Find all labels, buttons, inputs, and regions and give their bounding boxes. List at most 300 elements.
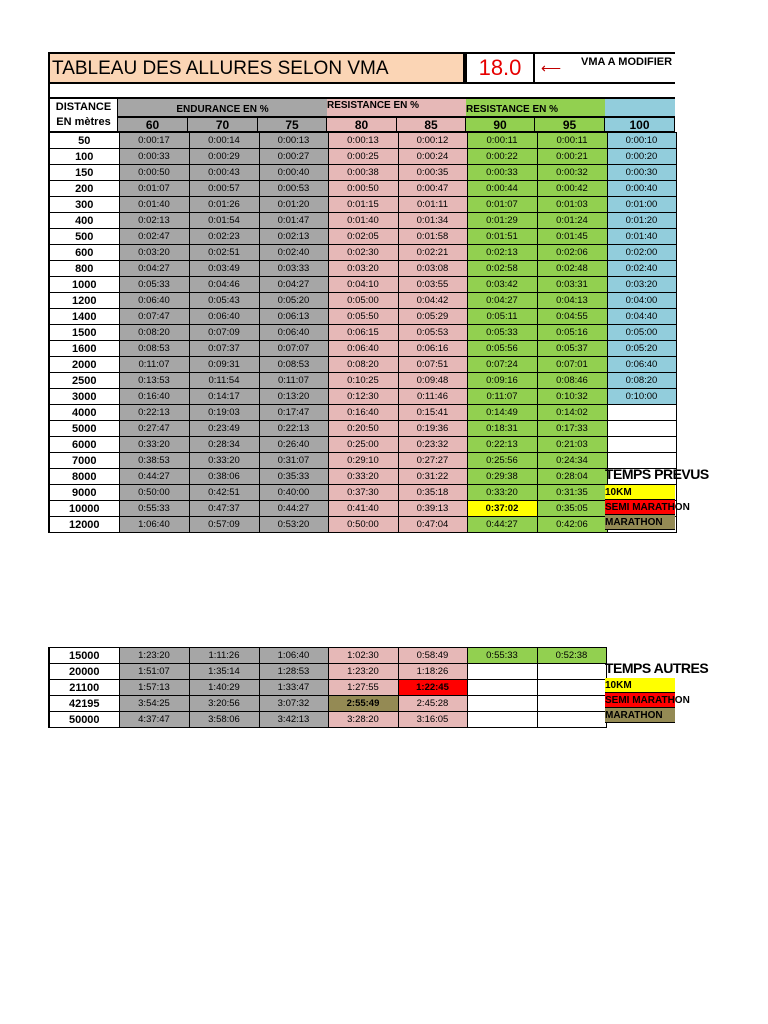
pace-cell: 0:00:13 — [328, 133, 398, 149]
pace-cell — [607, 405, 676, 421]
page-title: TABLEAU DES ALLURES SELON VMA — [52, 58, 389, 79]
pace-cell: 0:31:07 — [259, 453, 328, 469]
pace-cell: 0:00:20 — [607, 149, 676, 165]
pace-cell: 0:19:36 — [398, 421, 467, 437]
pace-cell: 0:15:41 — [398, 405, 467, 421]
pace-cell: 0:18:31 — [467, 421, 537, 437]
pace-cell: 0:21:03 — [537, 437, 607, 453]
pace-cell: 0:39:13 — [398, 501, 467, 517]
pace-cell: 1:22:45 — [398, 680, 467, 696]
pace-cell: 0:11:54 — [189, 373, 259, 389]
pace-cell: 0:17:33 — [537, 421, 607, 437]
pace-cell: 0:00:29 — [189, 149, 259, 165]
group-header-resistance-2-label: RESISTANCE EN % — [466, 104, 559, 115]
pace-cell: 0:11:07 — [259, 373, 328, 389]
pace-cell: 0:11:07 — [119, 357, 189, 373]
pace-cell: 0:14:17 — [189, 389, 259, 405]
pace-cell: 1:33:47 — [259, 680, 328, 696]
pace-cell: 0:01:07 — [467, 197, 537, 213]
pace-cell — [537, 680, 606, 696]
pace-cell: 0:06:15 — [328, 325, 398, 341]
pace-cell: 0:31:22 — [398, 469, 467, 485]
table-row — [49, 149, 676, 165]
pace-cell: 0:01:40 — [607, 229, 676, 245]
pace-cell: 0:29:38 — [467, 469, 537, 485]
pace-cell — [467, 664, 537, 680]
pace-cell: 0:44:27 — [259, 501, 328, 517]
pace-cell: 0:27:27 — [398, 453, 467, 469]
table-row — [49, 293, 676, 309]
distance-cell: 6000 — [49, 437, 119, 453]
distance-cell: 50 — [49, 133, 119, 149]
pace-cell: 3:28:20 — [328, 712, 398, 728]
pace-cell: 0:03:33 — [259, 261, 328, 277]
table-row — [49, 213, 676, 229]
table-row — [49, 405, 676, 421]
pace-cell — [467, 696, 537, 712]
distance-cell: 150 — [49, 165, 119, 181]
pace-cell — [467, 712, 537, 728]
table-row — [49, 325, 676, 341]
distance-cell: 600 — [49, 245, 119, 261]
pace-cell: 0:05:16 — [537, 325, 607, 341]
pace-cell: 0:07:01 — [537, 357, 607, 373]
pace-cell: 0:24:34 — [537, 453, 607, 469]
pace-cell: 0:47:04 — [398, 517, 467, 533]
pace-cell: 0:02:00 — [607, 245, 676, 261]
pace-cell: 0:05:20 — [607, 341, 676, 357]
pace-cell: 0:22:13 — [259, 421, 328, 437]
distance-cell: 21100 — [49, 680, 119, 696]
pace-cell: 0:08:20 — [328, 357, 398, 373]
distance-cell: 400 — [49, 213, 119, 229]
pace-cell: 0:05:56 — [467, 341, 537, 357]
pace-cell: 1:51:07 — [119, 664, 189, 680]
pace-cell: 0:05:00 — [328, 293, 398, 309]
pace-cell: 0:28:04 — [537, 469, 607, 485]
pace-cell: 0:12:30 — [328, 389, 398, 405]
pace-cell: 1:06:40 — [119, 517, 189, 533]
pace-cell: 0:00:27 — [259, 149, 328, 165]
pace-cell: 0:44:27 — [119, 469, 189, 485]
pace-cell: 0:38:06 — [189, 469, 259, 485]
distance-cell: 100 — [49, 149, 119, 165]
pace-cell: 0:04:27 — [467, 293, 537, 309]
pace-cell: 0:02:06 — [537, 245, 607, 261]
distance-cell: 15000 — [49, 648, 119, 664]
pace-cell: 0:11:46 — [398, 389, 467, 405]
pace-cell: 0:05:37 — [537, 341, 607, 357]
distance-header — [48, 99, 118, 132]
table-row — [49, 357, 676, 373]
pace-cell — [607, 421, 676, 437]
pace-cell: 0:37:02 — [467, 501, 537, 517]
pace-cell: 0:02:40 — [259, 245, 328, 261]
pace-cell: 0:02:13 — [467, 245, 537, 261]
distance-cell: 20000 — [49, 664, 119, 680]
pace-cell: 0:42:51 — [189, 485, 259, 501]
pace-cell: 0:00:33 — [119, 149, 189, 165]
percent-header: 75 — [258, 116, 327, 132]
pace-cell: 0:03:42 — [467, 277, 537, 293]
table-row — [49, 485, 676, 501]
table-row — [49, 437, 676, 453]
pace-cell: 0:02:13 — [259, 229, 328, 245]
table-row — [49, 712, 606, 728]
side-marathon: MARATHON — [605, 515, 675, 530]
vma-note-cell — [535, 52, 675, 84]
pace-cell: 0:01:58 — [398, 229, 467, 245]
pace-cell: 0:04:55 — [537, 309, 607, 325]
pace-cell: 0:03:08 — [398, 261, 467, 277]
pace-cell: 0:09:48 — [398, 373, 467, 389]
pace-cell: 0:10:25 — [328, 373, 398, 389]
pace-cell: 0:53:20 — [259, 517, 328, 533]
side-title-prevus: TEMPS PREVUS — [605, 466, 709, 482]
vma-note: VMA A MODIFIER — [581, 56, 673, 68]
pace-cell: 0:13:20 — [259, 389, 328, 405]
pace-cell: 0:00:22 — [467, 149, 537, 165]
group-header-endurance-label: ENDURANCE EN % — [176, 104, 269, 115]
pace-cell: 0:41:40 — [328, 501, 398, 517]
pace-cell: 0:01:26 — [189, 197, 259, 213]
side-10km: 10KM — [605, 485, 675, 500]
pace-cell — [537, 696, 606, 712]
pace-cell: 0:01:15 — [328, 197, 398, 213]
pace-cell: 0:25:56 — [467, 453, 537, 469]
distance-cell: 4000 — [49, 405, 119, 421]
pace-cell: 0:05:20 — [259, 293, 328, 309]
pace-cell: 0:00:53 — [259, 181, 328, 197]
pace-cell: 0:09:16 — [467, 373, 537, 389]
pace-cell: 1:02:30 — [328, 648, 398, 664]
pace-cell: 0:28:34 — [189, 437, 259, 453]
pace-cell: 0:02:40 — [607, 261, 676, 277]
group-header-resistance-1 — [327, 99, 466, 116]
pace-cell: 0:01:29 — [467, 213, 537, 229]
pace-cell: 0:01:54 — [189, 213, 259, 229]
pace-cell: 0:03:20 — [119, 245, 189, 261]
pace-cell: 0:02:51 — [189, 245, 259, 261]
pace-cell: 0:10:32 — [537, 389, 607, 405]
pace-cell: 0:35:33 — [259, 469, 328, 485]
pace-cell: 0:55:33 — [467, 648, 537, 664]
pace-cell: 0:00:40 — [259, 165, 328, 181]
pace-cell: 0:09:31 — [189, 357, 259, 373]
table-row — [49, 469, 676, 485]
pace-cell: 0:08:53 — [119, 341, 189, 357]
pace-table — [48, 132, 709, 533]
pace-cell: 0:20:50 — [328, 421, 398, 437]
table-row — [49, 309, 676, 325]
pace-cell: 0:19:03 — [189, 405, 259, 421]
table-row — [49, 501, 676, 517]
table-row — [49, 373, 676, 389]
percent-header: 100 — [605, 116, 675, 132]
pace-cell: 1:23:20 — [119, 648, 189, 664]
pace-cell: 0:00:38 — [328, 165, 398, 181]
table-row — [49, 696, 606, 712]
pace-cell: 0:00:12 — [398, 133, 467, 149]
pace-cell: 0:07:24 — [467, 357, 537, 373]
pace-cell: 0:08:53 — [259, 357, 328, 373]
pace-cell: 0:08:46 — [537, 373, 607, 389]
pace-cell: 0:00:10 — [607, 133, 676, 149]
pace-cell: 0:00:42 — [537, 181, 607, 197]
pace-cell: 0:04:13 — [537, 293, 607, 309]
pace-cell: 0:02:21 — [398, 245, 467, 261]
pace-cell: 0:01:47 — [259, 213, 328, 229]
pace-cell: 0:27:47 — [119, 421, 189, 437]
pace-cell: 0:33:20 — [189, 453, 259, 469]
group-header-100 — [605, 99, 675, 116]
pace-cell: 0:01:34 — [398, 213, 467, 229]
pace-cell: 0:04:40 — [607, 309, 676, 325]
pace-cell: 0:00:17 — [119, 133, 189, 149]
table-row — [49, 517, 676, 533]
pace-cell: 0:06:40 — [259, 325, 328, 341]
pace-cell: 0:42:06 — [537, 517, 607, 533]
pace-cell: 0:01:40 — [119, 197, 189, 213]
pace-cell: 0:40:00 — [259, 485, 328, 501]
table-row — [49, 389, 676, 405]
table-row — [49, 181, 676, 197]
pace-cell: 0:02:48 — [537, 261, 607, 277]
distance-cell: 3000 — [49, 389, 119, 405]
pace-cell: 0:05:33 — [119, 277, 189, 293]
pace-cell: 0:58:49 — [398, 648, 467, 664]
group-header-resistance-2 — [466, 99, 605, 116]
pace-cell: 0:13:53 — [119, 373, 189, 389]
distance-cell: 500 — [49, 229, 119, 245]
pace-cell: 0:50:00 — [328, 517, 398, 533]
distance-cell: 9000 — [49, 485, 119, 501]
pace-cell: 0:17:47 — [259, 405, 328, 421]
pace-cell: 0:02:05 — [328, 229, 398, 245]
pace-cell: 1:23:20 — [328, 664, 398, 680]
side2-semi: SEMI MARATHON — [605, 695, 690, 706]
pace-cell: 0:33:20 — [467, 485, 537, 501]
pace-cell: 0:03:49 — [189, 261, 259, 277]
table-row — [49, 229, 676, 245]
table-row — [49, 648, 606, 664]
side2-marathon: MARATHON — [605, 708, 675, 723]
distance-cell: 1400 — [49, 309, 119, 325]
pace-cell: 0:50:00 — [119, 485, 189, 501]
pace-cell: 1:06:40 — [259, 648, 328, 664]
pace-cell: 3:16:05 — [398, 712, 467, 728]
pace-cell: 0:00:35 — [398, 165, 467, 181]
side-title-autres: TEMPS AUTRES — [605, 660, 709, 676]
distance-cell: 50000 — [49, 712, 119, 728]
pace-cell: 0:03:20 — [328, 261, 398, 277]
table-row — [49, 197, 676, 213]
vma-input-cell[interactable] — [465, 52, 535, 84]
pace-cell: 0:01:11 — [398, 197, 467, 213]
pace-cell: 0:05:50 — [328, 309, 398, 325]
pace-cell: 0:00:11 — [537, 133, 607, 149]
pace-cell: 0:00:11 — [467, 133, 537, 149]
pace-cell: 0:01:07 — [119, 181, 189, 197]
pace-cell: 0:00:57 — [189, 181, 259, 197]
pace-cell: 3:54:25 — [119, 696, 189, 712]
vma-value[interactable]: 18.0 — [478, 55, 522, 80]
pace-cell: 0:02:23 — [189, 229, 259, 245]
distance-cell: 2500 — [49, 373, 119, 389]
pace-cell: 0:57:09 — [189, 517, 259, 533]
pace-cell: 0:33:20 — [328, 469, 398, 485]
pace-cell: 0:03:20 — [607, 277, 676, 293]
pace-cell: 0:00:13 — [259, 133, 328, 149]
pace-cell: 0:14:49 — [467, 405, 537, 421]
pace-cell: 0:04:42 — [398, 293, 467, 309]
table-row — [49, 261, 676, 277]
pace-cell: 0:31:35 — [537, 485, 607, 501]
distance-cell: 1500 — [49, 325, 119, 341]
pace-cell: 1:27:55 — [328, 680, 398, 696]
side-semi: SEMI MARATHON — [605, 502, 690, 513]
pace-cell: 0:01:20 — [607, 213, 676, 229]
pace-cell: 0:00:43 — [189, 165, 259, 181]
pace-cell: 0:04:27 — [259, 277, 328, 293]
group-header-endurance — [118, 99, 327, 116]
pace-cell — [607, 437, 676, 453]
distance-cell: 2000 — [49, 357, 119, 373]
distance-cell: 5000 — [49, 421, 119, 437]
title-box — [48, 52, 465, 84]
pace-cell: 0:29:10 — [328, 453, 398, 469]
distance-header-line2: EN mètres — [56, 116, 111, 128]
pace-cell: 0:04:46 — [189, 277, 259, 293]
table-row — [49, 133, 676, 149]
pace-cell: 0:00:50 — [119, 165, 189, 181]
blank-row — [48, 84, 675, 99]
pace-cell: 0:01:45 — [537, 229, 607, 245]
table-row — [49, 421, 676, 437]
pace-cell: 0:00:25 — [328, 149, 398, 165]
pace-cell: 0:01:20 — [259, 197, 328, 213]
pace-cell: 0:06:40 — [119, 293, 189, 309]
distance-cell: 1600 — [49, 341, 119, 357]
pace-cell: 0:03:31 — [537, 277, 607, 293]
percent-header: 80 — [327, 116, 397, 132]
pace-cell: 0:03:55 — [398, 277, 467, 293]
pace-cell: 0:52:38 — [537, 648, 606, 664]
pace-cell: 1:35:14 — [189, 664, 259, 680]
pace-cell: 0:07:07 — [259, 341, 328, 357]
distance-cell: 12000 — [49, 517, 119, 533]
pace-cell: 0:07:47 — [119, 309, 189, 325]
pace-cell: 3:07:32 — [259, 696, 328, 712]
pace-cell: 1:28:53 — [259, 664, 328, 680]
pace-cell: 0:47:37 — [189, 501, 259, 517]
pace-cell: 2:45:28 — [398, 696, 467, 712]
pace-cell: 1:57:13 — [119, 680, 189, 696]
pace-cell: 0:00:32 — [537, 165, 607, 181]
pace-cell: 0:02:13 — [119, 213, 189, 229]
group-header-resistance-1-label: RESISTANCE EN % — [327, 100, 420, 111]
pace-cell: 0:44:27 — [467, 517, 537, 533]
pace-cell: 0:00:24 — [398, 149, 467, 165]
pace-cell: 0:04:10 — [328, 277, 398, 293]
pace-cell: 1:18:26 — [398, 664, 467, 680]
pace-cell: 0:01:40 — [328, 213, 398, 229]
pace-cell: 0:00:50 — [328, 181, 398, 197]
pace-cell: 0:02:58 — [467, 261, 537, 277]
pace-cell: 0:00:14 — [189, 133, 259, 149]
pace-cell: 0:14:02 — [537, 405, 607, 421]
pace-cell: 0:22:13 — [467, 437, 537, 453]
pace-cell: 0:05:43 — [189, 293, 259, 309]
pace-cell: 0:22:13 — [119, 405, 189, 421]
percent-header: 95 — [535, 116, 605, 132]
pace-cell: 2:55:49 — [328, 696, 398, 712]
distance-cell: 42195 — [49, 696, 119, 712]
distance-cell: 10000 — [49, 501, 119, 517]
pace-cell: 3:42:13 — [259, 712, 328, 728]
pace-cell: 0:04:27 — [119, 261, 189, 277]
table-row — [49, 245, 676, 261]
pace-cell: 0:01:24 — [537, 213, 607, 229]
distance-cell: 300 — [49, 197, 119, 213]
side2-10km: 10KM — [605, 678, 675, 693]
table-row — [49, 165, 676, 181]
pace-cell: 0:00:40 — [607, 181, 676, 197]
pace-cell: 0:07:51 — [398, 357, 467, 373]
pace-cell: 0:23:49 — [189, 421, 259, 437]
pace-cell: 0:26:40 — [259, 437, 328, 453]
distance-cell: 1200 — [49, 293, 119, 309]
pace-cell: 0:16:40 — [119, 389, 189, 405]
pace-cell: 0:06:40 — [607, 357, 676, 373]
percent-header: 90 — [466, 116, 535, 132]
pace-cell: 0:07:09 — [189, 325, 259, 341]
pace-cell: 0:05:00 — [607, 325, 676, 341]
percent-header: 60 — [118, 116, 188, 132]
pace-cell — [467, 680, 537, 696]
pace-cell: 0:23:32 — [398, 437, 467, 453]
table-row — [49, 680, 606, 696]
pace-cell: 1:40:29 — [189, 680, 259, 696]
pace-cell: 0:02:47 — [119, 229, 189, 245]
pace-cell: 0:35:18 — [398, 485, 467, 501]
pace-cell: 0:07:37 — [189, 341, 259, 357]
table-row — [49, 341, 676, 357]
pace-cell: 0:05:33 — [467, 325, 537, 341]
pace-cell: 0:55:33 — [119, 501, 189, 517]
pace-cell: 0:10:00 — [607, 389, 676, 405]
pace-cell: 1:11:26 — [189, 648, 259, 664]
distance-cell: 200 — [49, 181, 119, 197]
distance-header-line1: DISTANCE — [55, 101, 112, 113]
pace-cell: 0:00:33 — [467, 165, 537, 181]
percent-header: 85 — [397, 116, 466, 132]
pace-cell: 0:00:21 — [537, 149, 607, 165]
pace-cell: 0:00:30 — [607, 165, 676, 181]
pace-cell: 0:01:03 — [537, 197, 607, 213]
pace-cell: 0:25:00 — [328, 437, 398, 453]
pace-cell: 4:37:47 — [119, 712, 189, 728]
pace-cell: 0:05:29 — [398, 309, 467, 325]
pace-cell: 0:08:20 — [119, 325, 189, 341]
pace-cell: 3:58:06 — [189, 712, 259, 728]
pace-cell: 0:02:30 — [328, 245, 398, 261]
pace-cell — [537, 712, 606, 728]
pace-cell: 0:04:00 — [607, 293, 676, 309]
pace-table-long — [48, 647, 607, 728]
left-arrow-icon: ⟵ — [541, 60, 562, 76]
pace-cell: 0:00:47 — [398, 181, 467, 197]
